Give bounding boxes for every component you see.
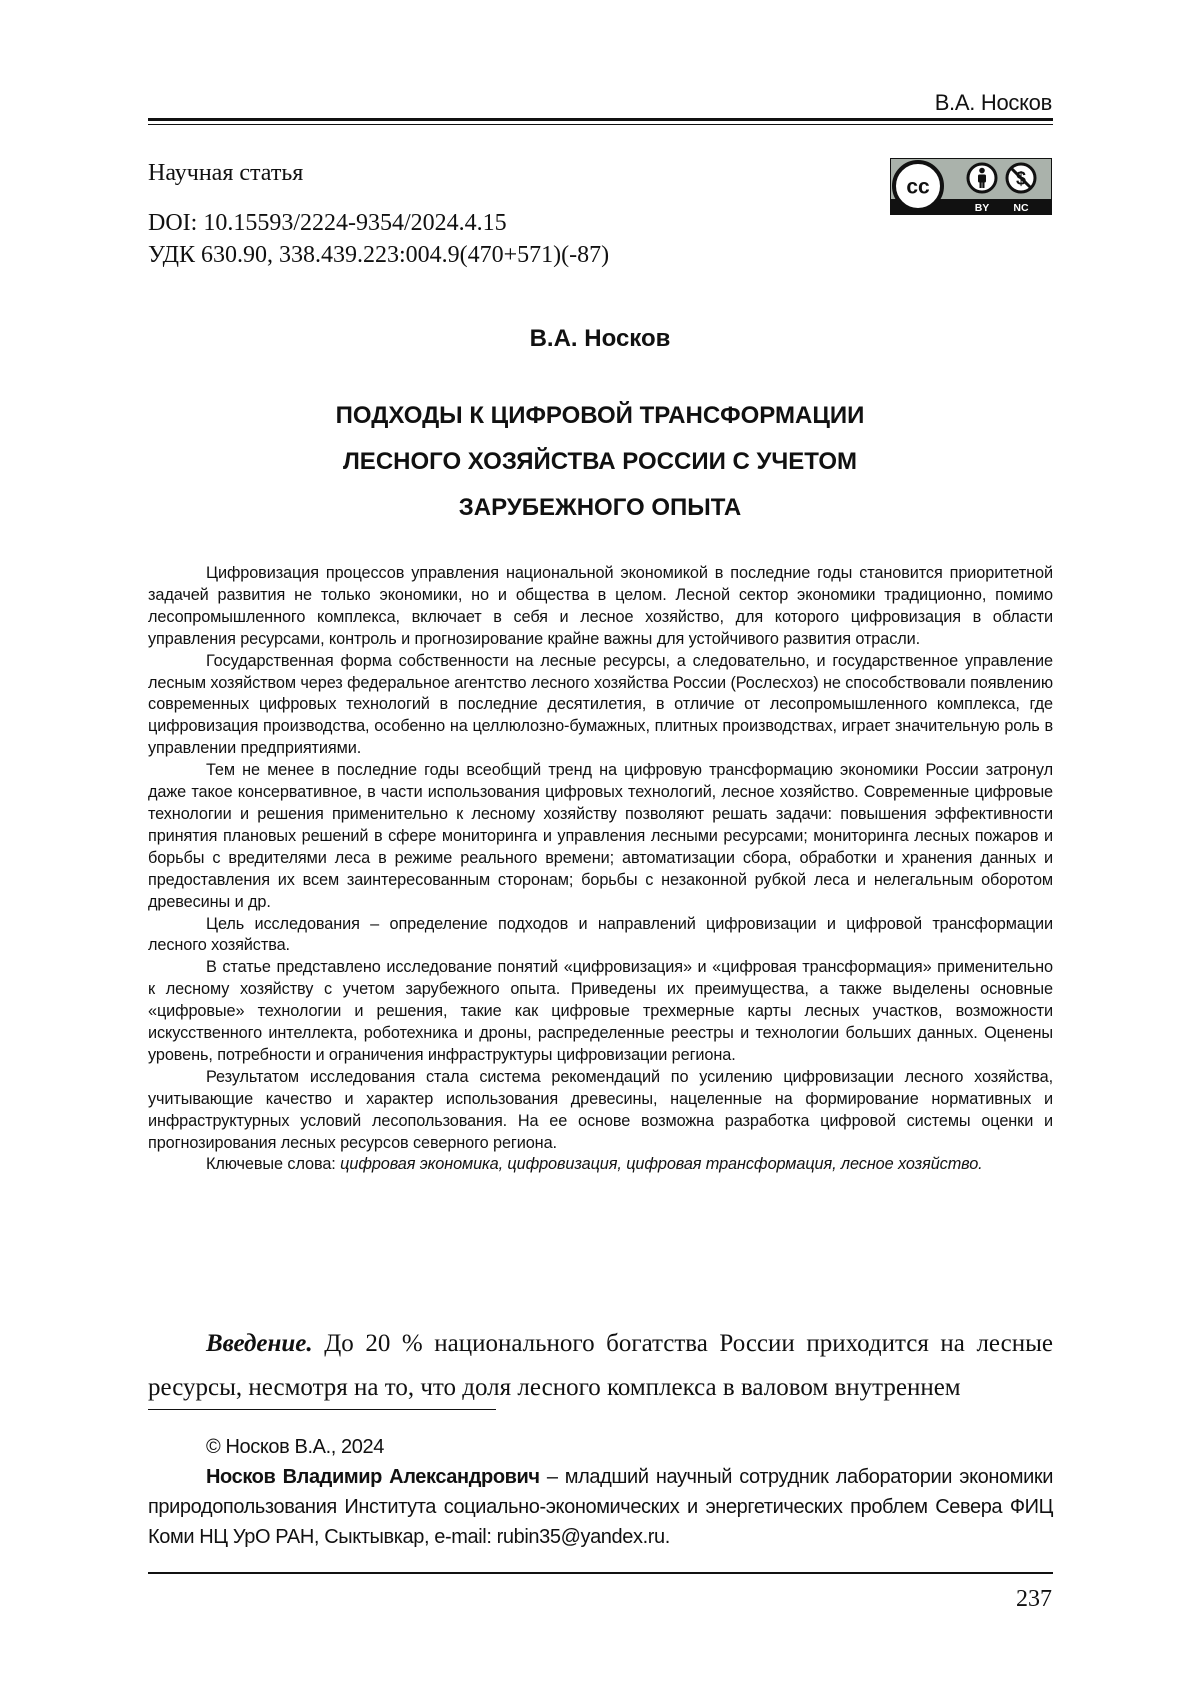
cc-by-nc-icon (890, 158, 1052, 215)
author-info (148, 1462, 1053, 1552)
svg-text:cc: cc (906, 176, 930, 199)
footnote-rule (148, 1409, 496, 1410)
abstract-paragraph: В статье представлено исследование понятий «цифровизация» и «цифровая трансформация» применительно к лесному хозяйству с учетом зарубежного опыта. Приведены их преимущества, а также выделены основные «цифровые» технологии и решения, такие как цифровые трехмерные карты лесных участков, возможности искусственного интеллекта, роботехника и дроны, распределенные реестры и технологии больших данных. Оценены уровень, потребности и ограничения инфраструктуры цифровизации региона. (148, 957, 1053, 1067)
footer-rule (148, 1572, 1053, 1574)
journal-page (0, 0, 1200, 1705)
intro-text: До 20 % национального богатства России приходится на лесные ресурсы, несмотря на то, что доля лесного комплекса в валовом внутреннем (148, 1330, 1053, 1401)
title-line: ЗАРУБЕЖНОГО ОПЫТА (150, 485, 1050, 531)
header-rule (148, 118, 1053, 125)
nc-label: NC (1013, 202, 1029, 214)
udc: УДК 630.90, 338.439.223:004.9(470+571)(-87) (148, 240, 609, 270)
abstract-paragraph: Цифровизация процессов управления национальной экономикой в последние годы становится приоритетной задачей развития не только экономики, но и общества в целом. Лесной сектор экономики традиционно, помимо лесопромышленного комплекса, включает в себя и лесное хозяйство, для которого цифровизация в области управления ресурсами, контроль и прогнозирование крайне важны для устойчивого развития отрасли. (148, 563, 1053, 651)
by-label: BY (975, 202, 990, 214)
page-number: 237 (1016, 1586, 1052, 1613)
nc-icon (1007, 164, 1035, 192)
title-line: ПОДХОДЫ К ЦИФРОВОЙ ТРАНСФОРМАЦИИ (150, 393, 1050, 439)
author-affiliation: – младший научный сотрудник лаборатории экономики природопользования Института социально-экономических и энергетических проблем Севера ФИЦ Коми НЦ УрО РАН, Сыктывкар, e-mail: rubin35@yandex.ru. (148, 1466, 1053, 1548)
title-line: ЛЕСНОГО ХОЗЯЙСТВА РОССИИ С УЧЕТОМ (150, 439, 1050, 485)
intro-paragraph (148, 1322, 1053, 1410)
author-name: В.А. Носков (0, 325, 1200, 353)
keywords-label: Ключевые слова: (206, 1155, 336, 1173)
author-full-name: Носков Владимир Александрович (206, 1466, 540, 1488)
abstract (148, 563, 1053, 1176)
doi: DOI: 10.15593/2224-9354/2024.4.15 (148, 208, 507, 238)
abstract-paragraph: Цель исследования – определение подходов и направлений цифровизации и цифровой трансформации лесного хозяйства. (148, 914, 1053, 958)
footnote (148, 1432, 1053, 1552)
abstract-paragraph: Результатом исследования стала система рекомендаций по усилению цифровизации лесного хозяйства, учитывающие качество и характер использования древесины, нацеленные на формирование нормативных и инфраструктурных условий лесопользования. На ее основе возможна разработка цифровой системы оценки и прогнозирования лесных ресурсов северного региона. (148, 1067, 1053, 1155)
article-title (150, 393, 1050, 531)
by-person-icon (968, 164, 996, 192)
article-type: Научная статья (148, 158, 303, 188)
copyright: © Носков В.А., 2024 (148, 1432, 1053, 1462)
abstract-paragraph: Тем не менее в последние годы всеобщий тренд на цифровую трансформацию экономики России затронул даже такое консервативное, в части использования цифровых технологий, лесное хозяйство. Современные цифровые технологии и решения применительно к лесному хозяйству позволяют решать задачи: повышения эффективности принятия плановых решений в сфере мониторинга и управления лесными ресурсами; мониторинга лесных пожаров и борьбы с вредителями леса в режиме реального времени; автоматизации сбора, обработки и хранения данных и предоставления их всем заинтересованным сторонам; борьбы с незаконной рубкой леса и нелегальным оборотом древесины и др. (148, 760, 1053, 913)
keywords (148, 1154, 1053, 1176)
abstract-paragraph: Государственная форма собственности на лесные ресурсы, а следовательно, и государственное управление лесным хозяйством через федеральное агентство лесного хозяйства России (Рослесхоз) не способствовали появлению современных цифровых технологий в последние десятилетия, в отличие от лесопромышленного комплекса, где цифровизация производства, особенно на целлюлозно-бумажных, плитных производствах, играет значительную роль в управлении предприятиями. (148, 651, 1053, 761)
intro-lead: Введение. (206, 1330, 313, 1357)
keywords-value: цифровая экономика, цифровизация, цифровая трансформация, лесное хозяйство. (340, 1155, 982, 1173)
running-head: В.А. Носков (935, 90, 1052, 116)
introduction (148, 1322, 1053, 1410)
